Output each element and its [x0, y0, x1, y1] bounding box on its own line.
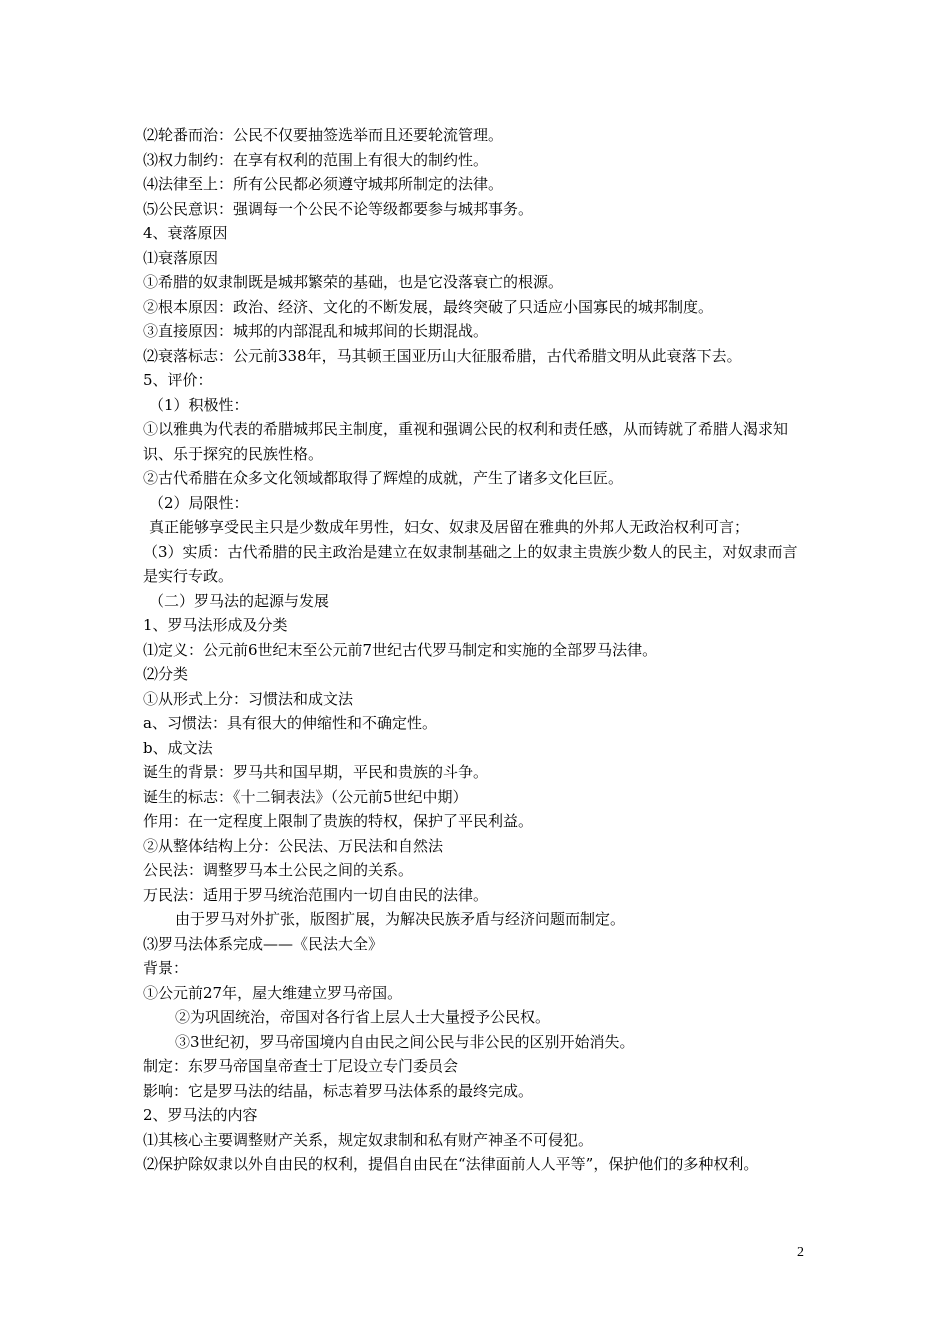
text-line: 由于罗马对外扩张，版图扩展，为解决民族矛盾与经济问题而制定。: [175, 910, 626, 928]
text-line: ①从形式上分：习惯法和成文法: [143, 689, 354, 708]
sub-heading: （2）局限性：: [149, 493, 249, 512]
text-line: ⑵轮番而治：公民不仅要抽签选举而且还要轮流管理。: [143, 126, 504, 144]
text-line: ⑶权力制约：在享有权利的范围上有很大的制约性。: [143, 150, 489, 169]
text-line: ⑵衰落标志：公元前338年，马其顿王国亚历山大征服希腊，古代希腊文明从此衰落下去。: [143, 346, 742, 365]
text-line: a、习惯法：具有很大的伸缩性和不确定性。: [143, 714, 437, 732]
section-heading: 4、衰落原因: [143, 224, 228, 242]
text-line: ⑸公民意识：强调每一个公民不论等级都要参与城邦事务。: [143, 199, 534, 218]
text-line: 公民法：调整罗马本土公民之间的关系。: [143, 861, 414, 879]
text-line: ①希腊的奴隶制既是城邦繁荣的基础，也是它没落衰亡的根源。: [143, 273, 564, 291]
text-line: 影响：它是罗马法的结晶，标志着罗马法体系的最终完成。: [143, 1081, 534, 1100]
text-line: ⑴定义：公元前6世纪末至公元前7世纪古代罗马制定和实施的全部罗马法律。: [143, 640, 658, 659]
text-line: 制定：东罗马帝国皇帝查士丁尼设立专门委员会: [143, 1057, 459, 1075]
text-line: ②为巩固统治，帝国对各行省上层人士大量授予公民权。: [175, 1008, 551, 1026]
text-line: ②从整体结构上分：公民法、万民法和自然法: [143, 836, 444, 855]
text-line: ⑵保护除奴隶以外自由民的权利，提倡自由民在“法律面前人人平等”，保护他们的多种权利。: [143, 1155, 759, 1173]
text-line: ③3世纪初，罗马帝国境内自由民之间公民与非公民的区别开始消失。: [175, 1032, 635, 1051]
text-line: 作用：在一定程度上限制了贵族的特权，保护了平民利益。: [143, 812, 534, 830]
text-line: （3）实质：古代希腊的民主政治是建立在奴隶制基础之上的奴隶主贵族少数人的民主，对奴隶而言是实行专政。: [143, 542, 798, 585]
text-line: ②根本原因：政治、经济、文化的不断发展，最终突破了只适应小国寡民的城邦制度。: [143, 297, 714, 316]
section-heading: 1、罗马法形成及分类: [143, 616, 288, 634]
text-line: 诞生的背景：罗马共和国早期，平民和贵族的斗争。: [143, 763, 489, 781]
text-line: ①公元前27年，屋大维建立罗马帝国。: [143, 983, 403, 1002]
text-line: ②古代希腊在众多文化领域都取得了辉煌的成就，产生了诸多文化巨匠。: [143, 469, 624, 487]
text-line: ⑴衰落原因: [143, 248, 219, 267]
document-body: [143, 123, 811, 1177]
text-line: 真正能够享受民主只是少数成年男性，妇女、奴隶及居留在雅典的外邦人无政治权利可言；: [149, 518, 750, 536]
text-line: ①以雅典为代表的希腊城邦民主制度，重视和强调公民的权利和责任感，从而铸就了希腊人渴求知识、乐于探究的民族性格。: [143, 420, 789, 463]
section-heading: 5、评价：: [143, 371, 213, 389]
text-line: ⑴其核心主要调整财产关系，规定奴隶制和私有财产神圣不可侵犯。: [143, 1130, 594, 1149]
text-line: 背景：: [143, 959, 189, 977]
text-line: 万民法：适用于罗马统治范围内一切自由民的法律。: [143, 885, 489, 904]
section-heading: （二）罗马法的起源与发展: [149, 591, 330, 610]
text-line: b、成文法: [143, 738, 213, 757]
text-line: ⑷法律至上：所有公民都必须遵守城邦所制定的法律。: [143, 175, 504, 193]
text-line: ⑵分类: [143, 665, 189, 683]
text-line: ⑶罗马法体系完成——《民法大全》: [143, 934, 384, 953]
text-line: ③直接原因：城邦的内部混乱和城邦间的长期混战。: [143, 322, 489, 340]
text-line: 诞生的标志：《十二铜表法》（公元前5世纪中期）: [143, 787, 468, 806]
page-number: 2: [797, 1245, 804, 1260]
section-heading: 2、罗马法的内容: [143, 1106, 258, 1124]
sub-heading: （1）积极性：: [149, 395, 249, 414]
